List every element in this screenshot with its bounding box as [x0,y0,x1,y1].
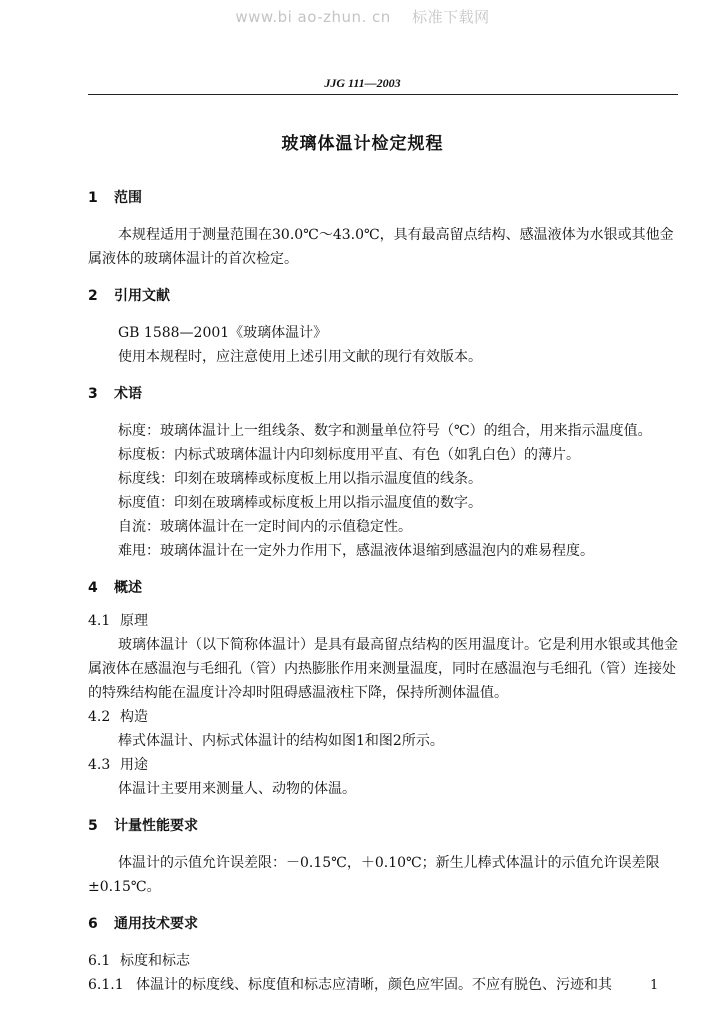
subsection-6-1-heading [88,949,678,973]
term-item: 标度线：印刻在玻璃棒或标度板上用以指示温度值的线条。 [118,471,482,487]
watermark-site: www.bi ao-zhun. cn [235,8,391,26]
section-5-text: 体温计的示值允许误差限：－0.15℃，＋0.10℃；新生儿棒式体温计的示值允许误差限±0.15℃。 [88,855,660,895]
subsection-4-1-heading [88,609,678,633]
section-2-text: 使用本规程时，应注意使用上述引用文献的现行有效版本。 [118,349,482,365]
document-body [88,186,678,997]
subsection-4-1-text: 玻璃体温计（以下简称体温计）是具有最高留点结构的医用温度计。它是利用水银或其他金属液体在感温泡与毛细孔（管）内热膨胀作用来测量温度，同时在感温泡与毛细孔（管）连接处的特殊结构能在温度计冷却时阻碍感温液柱下降，保持所测体温值。 [88,637,678,701]
subsection-title: 原理 [120,613,148,629]
subsection-number: 4.1 [88,613,111,629]
section-6-heading [88,912,678,936]
watermark [0,6,725,27]
section-3-heading [88,382,678,406]
section-number: 1 [88,190,98,206]
section-title: 范围 [114,190,142,206]
subsection-number: 4.2 [88,709,111,725]
document-code: JJG 111—2003 [324,76,401,90]
subsection-title: 用途 [120,757,148,773]
section-number: 4 [88,580,98,596]
subsection-4-2-text: 棒式体温计、内标式体温计的结构如图1和图2所示。 [118,733,444,749]
section-1-text: 本规程适用于测量范围在30.0℃～43.0℃，具有最高留点结构、感温液体为水银或其他金属液体的玻璃体温计的首次检定。 [88,227,674,267]
section-2-heading [88,284,678,308]
subsection-4-2-heading [88,705,678,729]
subsection-number: 4.3 [88,757,111,773]
term-item: 标度：玻璃体温计上一组线条、数字和测量单位符号（℃）的组合，用来指示温度值。 [118,423,652,439]
item-6-1-1 [88,973,678,997]
section-1-heading [88,186,678,210]
reference-item: GB 1588—2001《玻璃体温计》 [118,325,328,341]
section-title: 术语 [114,386,142,402]
subsection-4-3-heading [88,753,678,777]
term-item: 标度板：内标式玻璃体温计内印刻标度用平直、有色（如乳白色）的薄片。 [118,447,580,463]
section-number: 2 [88,288,98,304]
page-number: 1 [650,978,659,993]
page-title: 玻璃体温计检定规程 [281,134,444,154]
item-number: 6.1.1 [88,977,124,993]
term-item: 难甩：玻璃体温计在一定外力作用下，感温液体退缩到感温泡内的难易程度。 [118,543,594,559]
subsection-number: 6.1 [88,953,111,969]
section-title: 概述 [114,580,142,596]
subsection-title: 构造 [120,709,148,725]
section-title: 计量性能要求 [114,818,198,834]
subsection-title: 标度和标志 [120,953,190,969]
section-4-heading [88,576,678,600]
section-title: 引用文献 [114,288,170,304]
section-number: 5 [88,818,98,834]
watermark-label: 标准下载网 [412,8,490,26]
header-rule [88,94,678,95]
subsection-4-3-text: 体温计主要用来测量人、动物的体温。 [118,781,356,797]
term-item: 标度值：印刻在玻璃棒或标度板上用以指示温度值的数字。 [118,495,482,511]
section-5-heading [88,814,678,838]
item-text: 体温计的标度线、标度值和标志应清晰，颜色应牢固。不应有脱色、污迹和其 [136,977,612,993]
section-title: 通用技术要求 [114,916,198,932]
section-number: 3 [88,386,98,402]
section-number: 6 [88,916,98,932]
term-item: 自流：玻璃体温计在一定时间内的示值稳定性。 [118,519,412,535]
